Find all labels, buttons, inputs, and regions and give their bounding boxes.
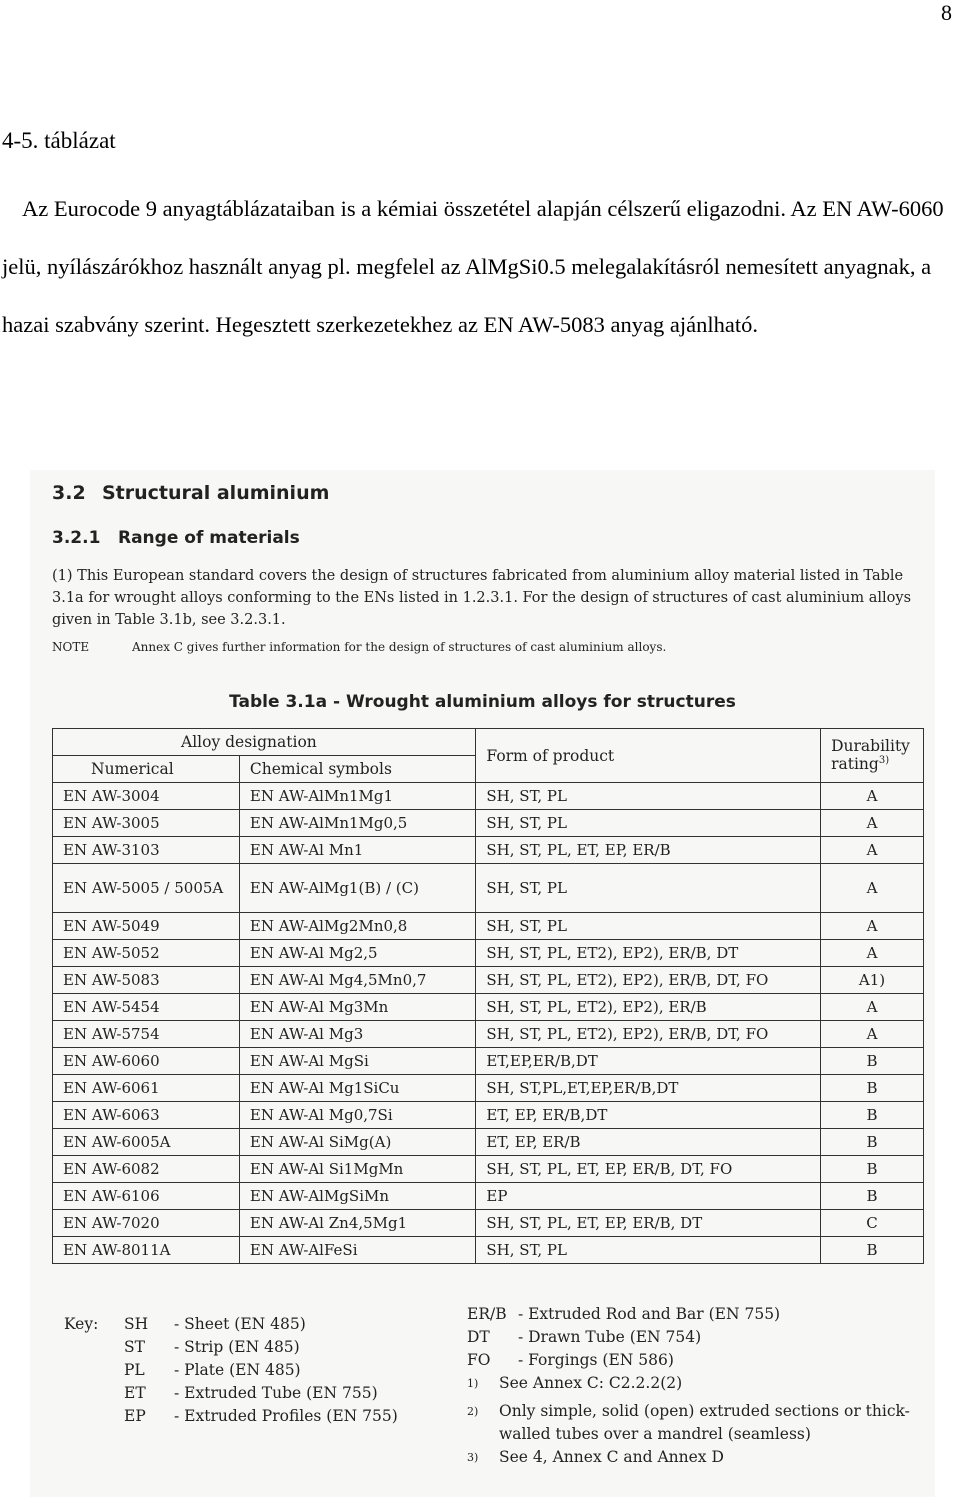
table-row [53, 1021, 924, 1048]
cell-chemical: EN AW-Al Mn1 [239, 837, 476, 864]
note [52, 640, 666, 654]
cell-numerical: EN AW-5083 [53, 967, 240, 994]
key-text: - Forgings (EN 586) [517, 1351, 674, 1369]
footnote [467, 1372, 927, 1400]
cell-form: ET,EP,ER/B,DT [476, 1048, 821, 1075]
cell-chemical: EN AW-Al Si1MgMn [239, 1156, 476, 1183]
footnote [467, 1446, 927, 1474]
header-durability-rating [821, 729, 924, 783]
cell-form: SH, ST, PL, ET2), EP2), ER/B [476, 994, 821, 1021]
key-text: - Plate (EN 485) [174, 1361, 301, 1379]
cell-numerical: EN AW-5454 [53, 994, 240, 1021]
cell-form: SH, ST, PL [476, 864, 821, 913]
cell-form: ET, EP, ER/B,DT [476, 1102, 821, 1129]
cell-rating: B [821, 1048, 924, 1075]
table-row [53, 864, 924, 913]
key-row [467, 1349, 927, 1372]
cell-numerical: EN AW-5049 [53, 913, 240, 940]
scanned-standard-excerpt [30, 470, 935, 1497]
cell-numerical: EN AW-7020 [53, 1210, 240, 1237]
cell-chemical: EN AW-Al Mg1SiCu [239, 1075, 476, 1102]
table-row [53, 1210, 924, 1237]
cell-numerical: EN AW-3005 [53, 810, 240, 837]
cell-rating: A [821, 783, 924, 810]
cell-chemical: EN AW-Al MgSi [239, 1048, 476, 1075]
key-label: Key: [64, 1315, 99, 1333]
cell-form: SH, ST, PL, ET2), EP2), ER/B, DT, FO [476, 1021, 821, 1048]
header-alloy-designation: Alloy designation [53, 729, 476, 756]
cell-chemical: EN AW-AlMg2Mn0,8 [239, 913, 476, 940]
cell-form: SH, ST, PL, ET, EP, ER/B, DT [476, 1210, 821, 1237]
header-form-of-product: Form of product [476, 729, 821, 783]
key-code: EP [124, 1407, 146, 1425]
table-label: 4-5. táblázat [2, 128, 116, 153]
header-durability-footnote: 3) [878, 755, 890, 767]
cell-rating: B [821, 1102, 924, 1129]
header-chemical-symbols: Chemical symbols [239, 756, 476, 783]
key-row [64, 1336, 398, 1359]
cell-chemical: EN AW-Al Mg0,7Si [239, 1102, 476, 1129]
cell-numerical: EN AW-6060 [53, 1048, 240, 1075]
subsection-number: 3.2.1 [52, 528, 101, 548]
cell-form: SH, ST, PL, ET, EP, ER/B, DT, FO [476, 1156, 821, 1183]
intro-paragraph: (1) This European standard covers the design of structures fabricated from aluminium alloy material listed in Table 3.1a for wrought alloys conforming to the ENs listed in 1.2.3.1. For the design of structures of cast aluminium alloys given in Table 3.1b, see 3.2.3.1. [52, 568, 912, 628]
page-number: 8 [941, 0, 952, 25]
key-code: PL [124, 1361, 145, 1379]
cell-form: SH, ST, PL [476, 783, 821, 810]
key-row [64, 1382, 398, 1405]
cell-rating: A [821, 810, 924, 837]
cell-rating: A [821, 940, 924, 967]
cell-form: SH, ST, PL [476, 1237, 821, 1264]
cell-chemical: EN AW-Al Mg3Mn [239, 994, 476, 1021]
key-row [467, 1326, 927, 1349]
cell-chemical: EN AW-AlMn1Mg0,5 [239, 810, 476, 837]
cell-rating: C [821, 1210, 924, 1237]
cell-rating: A [821, 994, 924, 1021]
section-title: Structural aluminium [102, 482, 330, 504]
cell-form: SH, ST, PL [476, 913, 821, 940]
cell-numerical: EN AW-5005 / 5005A [53, 864, 240, 913]
key-text: - Extruded Rod and Bar (EN 755) [517, 1305, 781, 1323]
cell-numerical: EN AW-8011A [53, 1237, 240, 1264]
cell-rating: B [821, 1129, 924, 1156]
section-heading [52, 482, 329, 504]
footnote-text: See Annex C: C2.2.2(2) [499, 1374, 683, 1392]
header-numerical: Numerical [53, 756, 240, 783]
cell-rating: B [821, 1075, 924, 1102]
cell-rating: A [821, 1021, 924, 1048]
subsection-title: Range of materials [118, 528, 300, 548]
key-left-column [64, 1313, 398, 1428]
cell-chemical: EN AW-AlMgSiMn [239, 1183, 476, 1210]
cell-rating: B [821, 1183, 924, 1210]
key-row [64, 1359, 398, 1382]
cell-form: ET, EP, ER/B [476, 1129, 821, 1156]
cell-rating: A [821, 864, 924, 913]
table-row [53, 783, 924, 810]
footnote-mark: 1) [467, 1377, 479, 1390]
note-label: NOTE [52, 640, 90, 654]
cell-chemical: EN AW-AlMn1Mg1 [239, 783, 476, 810]
cell-numerical: EN AW-6106 [53, 1183, 240, 1210]
table-row [53, 913, 924, 940]
header-durability-label: Durability rating [831, 737, 910, 774]
table-row [53, 1237, 924, 1264]
cell-form: SH, ST, PL, ET2), EP2), ER/B, DT [476, 940, 821, 967]
cell-chemical: EN AW-Al Mg2,5 [239, 940, 476, 967]
key-code: FO [467, 1351, 491, 1369]
key-text: - Strip (EN 485) [174, 1338, 300, 1356]
table-title: Table 3.1a - Wrought aluminium alloys for structures [229, 692, 736, 712]
key-code: SH [124, 1315, 149, 1333]
cell-chemical: EN AW-Al Mg3 [239, 1021, 476, 1048]
key-code: ST [124, 1338, 145, 1356]
key-row [64, 1313, 398, 1336]
footnote [467, 1400, 927, 1446]
key-text: - Drawn Tube (EN 754) [517, 1328, 702, 1346]
cell-numerical: EN AW-6082 [53, 1156, 240, 1183]
table-row [53, 1075, 924, 1102]
cell-numerical: EN AW-5754 [53, 1021, 240, 1048]
cell-chemical: EN AW-Al Mg4,5Mn0,7 [239, 967, 476, 994]
cell-form: SH, ST,PL,ET,EP,ER/B,DT [476, 1075, 821, 1102]
cell-numerical: EN AW-3103 [53, 837, 240, 864]
table-row [53, 940, 924, 967]
table-row [53, 1156, 924, 1183]
cell-numerical: EN AW-6061 [53, 1075, 240, 1102]
body-paragraph [2, 180, 952, 354]
table-row [53, 967, 924, 994]
cell-chemical: EN AW-Al SiMg(A) [239, 1129, 476, 1156]
key-code: ER/B [467, 1305, 507, 1323]
subsection-heading [52, 528, 300, 548]
cell-form: SH, ST, PL, ET2), EP2), ER/B, DT, FO [476, 967, 821, 994]
key-text: - Extruded Profiles (EN 755) [174, 1407, 398, 1425]
alloys-table-body [53, 783, 924, 1264]
cell-rating: B [821, 1156, 924, 1183]
table-row [53, 994, 924, 1021]
table-row [53, 1102, 924, 1129]
key-code: ET [124, 1384, 146, 1402]
section-number: 3.2 [52, 482, 86, 504]
table-row [53, 837, 924, 864]
cell-chemical: EN AW-AlMg1(B) / (C) [239, 864, 476, 913]
footnote-mark: 2) [467, 1405, 479, 1419]
key-code: DT [467, 1328, 490, 1346]
cell-numerical: EN AW-6005A [53, 1129, 240, 1156]
alloys-table [52, 728, 924, 1264]
key-text: - Extruded Tube (EN 755) [174, 1384, 378, 1402]
note-text: Annex C gives further information for the design of structures of cast aluminium alloys. [132, 640, 667, 654]
table-row [53, 1048, 924, 1075]
body-paragraph-text: Az Eurocode 9 anyagtáblázataiban is a kémiai összetétel alapján célszerű eligazodni. Az EN AW-6060 jelü, nyílászárókhoz használt anyag pl. megfelel az AlMgSi0.5 melegalakításról nemesített anyagnak, a hazai szabvány szerint. Hegesztett szerkezetekhez az EN AW-5083 anyag ajánlható. [2, 196, 944, 337]
cell-chemical: EN AW-Al Zn4,5Mg1 [239, 1210, 476, 1237]
cell-rating: B [821, 1237, 924, 1264]
footnote-text: See 4, Annex C and Annex D [499, 1448, 724, 1467]
cell-rating: A [821, 913, 924, 940]
key-row [64, 1405, 398, 1428]
cell-rating: A1) [821, 967, 924, 994]
key-row [467, 1303, 927, 1326]
cell-numerical: EN AW-6063 [53, 1102, 240, 1129]
cell-form: EP [476, 1183, 821, 1210]
key-text: - Sheet (EN 485) [174, 1315, 306, 1333]
cell-form: SH, ST, PL [476, 810, 821, 837]
cell-numerical: EN AW-3004 [53, 783, 240, 810]
table-row [53, 810, 924, 837]
key-right-column [467, 1303, 927, 1474]
cell-form: SH, ST, PL, ET, EP, ER/B [476, 837, 821, 864]
table-row [53, 1183, 924, 1210]
cell-chemical: EN AW-AlFeSi [239, 1237, 476, 1264]
cell-rating: A [821, 837, 924, 864]
footnote-mark: 3) [467, 1451, 479, 1465]
cell-numerical: EN AW-5052 [53, 940, 240, 967]
table-row [53, 1129, 924, 1156]
footnote-text: Only simple, solid (open) extruded sections or thick-walled tubes over a mandrel (seamless) [499, 1402, 910, 1444]
